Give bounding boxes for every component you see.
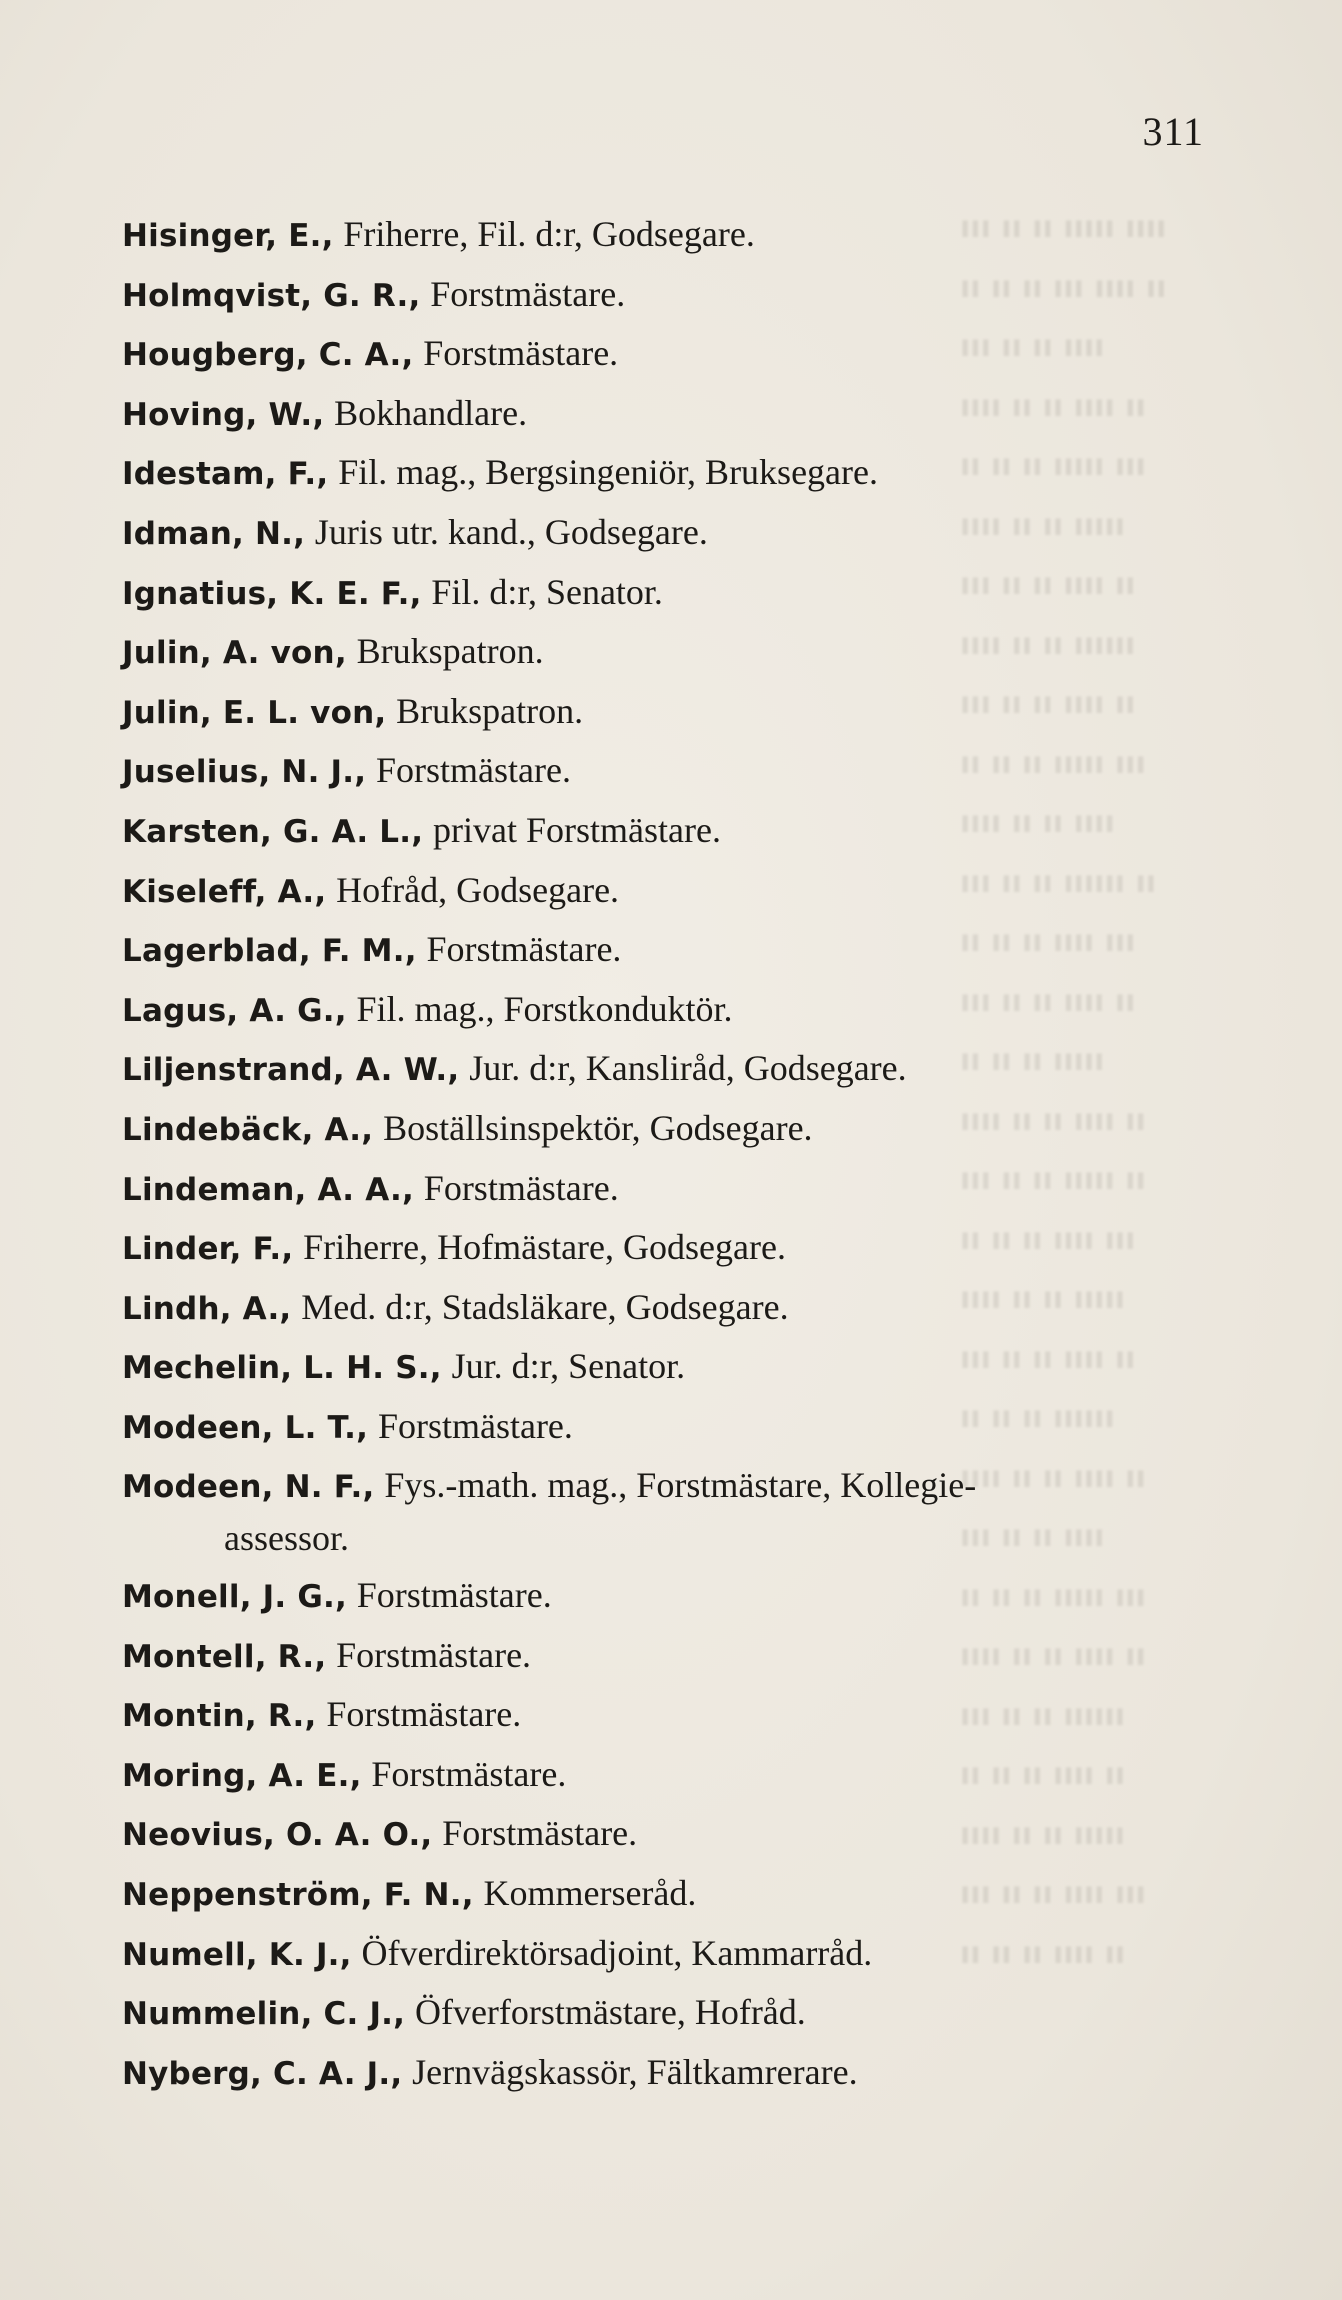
entry-title: Boställsinspektör, Godsegare. xyxy=(383,1107,813,1148)
list-item-continuation xyxy=(122,1516,1242,1566)
list-item: Lindebäck, A., Boställsinspektör, Godsegare. xyxy=(122,1107,813,1148)
entry-title: Hofråd, Godsegare. xyxy=(336,869,620,910)
entry-title: Fil. d:r, Senator. xyxy=(431,571,663,612)
entry-title: Juris utr. kand., Godsegare. xyxy=(314,511,708,552)
list-item: Kiseleff, A., Hofråd, Godsegare. xyxy=(122,869,620,910)
list-item: Hoving, W., Bokhandlare. xyxy=(122,392,528,433)
entry-name: Hougberg, C. A. xyxy=(122,337,402,374)
entry-title: Forstmästare. xyxy=(356,1575,552,1616)
list-item: Holmqvist, G. R., Forstmästare. xyxy=(122,273,626,314)
entry-name: Montin, R. xyxy=(122,1698,305,1735)
show-through-texture: ııı ıı ıı ııııı ıııı ıı ıı ıı ııı ıııı ıı ııı ıı ıı ıııı ıııı ıı ıı ıııı ıı ıı ıı ıı ııııı ııı ıııı ıı ıı ııııı ııı ıı ıı ıııı ıı ıııı ıı ıı ıııııı ııı ıı ıı ıııı ıı ıı ıı ıı ııııı ııı ıııı ıı ıı ıııı ııı ıı ıı ıııııı ıı ıı ıı ıı ıııı ııı ııı ıı ıı ıııı ıı ıı ıı ıı ııııı ıııı ıı ıı ıııı ıı ııı ıı ıı ııııı ıı ıı ıı ıı ıııı ııı ıııı ıı ıı ııııı ııı ıı ıı ıııı ıı ıı ıı ıı ıııııı ıııı ıı ıı ıııı ıı ııı ıı ıı ıııı ıı ıı ıı ııııı ııı ıııı ıı ıı ıııı ıı ııı ıı ıı ıııııı ıı ıı ıı ıııı ıı ıııı ıı ıı ııııı ııı ıı ıı ıııı ııı ıı ıı ıı ıııı ıı xyxy=(960,210,1167,1971)
list-item: Nummelin, C. J., Öfverforstmästare, Hofråd. xyxy=(122,1992,806,2033)
list-item: Juselius, N. J., Forstmästare. xyxy=(122,750,571,791)
list-item: Montin, R., Forstmästare. xyxy=(122,1694,522,1735)
list-item: Idestam, F., Fil. mag., Bergsingeniör, Bruksegare. xyxy=(122,452,878,493)
page-number: 311 xyxy=(1142,109,1204,154)
entry-title: privat Forstmästare. xyxy=(433,809,721,850)
list-item: Montell, R., Forstmästare. xyxy=(122,1634,532,1675)
entry-title: Med. d:r, Stadsläkare, Godsegare. xyxy=(301,1286,789,1327)
entry-name: Lagus, A. G. xyxy=(122,992,335,1029)
entry-title: Brukspatron. xyxy=(396,690,584,731)
entry-name: Modeen, N. F. xyxy=(122,1469,363,1506)
list-item: Lindeman, A. A., Forstmästare. xyxy=(122,1167,619,1208)
entry-name: Monell, J. G. xyxy=(122,1579,335,1616)
entry-title: Friherre, Fil. d:r, Godsegare. xyxy=(343,214,755,254)
entry-title: Jur. d:r, Senator. xyxy=(451,1346,686,1387)
list-item: Liljenstrand, A. W., Jur. d:r, Kansliråd, Godsegare. xyxy=(122,1048,907,1089)
entry-title: Brukspatron. xyxy=(356,631,544,672)
list-item: Hisinger, E., Friherre, Fil. d:r, Godsegare. xyxy=(122,214,755,254)
entry-title: Forstmästare. xyxy=(376,750,571,791)
entry-title: Jur. d:r, Kansliråd, Godsegare. xyxy=(469,1048,907,1089)
entry-title: Friherre, Hofmästare, Godsegare. xyxy=(303,1227,786,1268)
entry-name: Juselius, N. J. xyxy=(122,754,355,791)
entry-title: Fil. mag., Bergsingeniör, Bruksegare. xyxy=(338,452,878,493)
entry-name: Hoving, W. xyxy=(122,396,313,433)
entry-name: Modeen, L. T. xyxy=(122,1409,357,1446)
entry-title: Forstmästare. xyxy=(442,1813,638,1854)
list-item: Modeen, L. T., Forstmästare. xyxy=(122,1405,573,1446)
entry-name: Mechelin, L. H. S. xyxy=(122,1350,430,1387)
entry-name: Holmqvist, G. R. xyxy=(122,277,409,314)
entry-title: Forstmästare. xyxy=(423,1167,619,1208)
entry-name: Julin, A. von xyxy=(122,635,335,672)
entry-title: Fil. mag., Forstkonduktör. xyxy=(356,988,733,1029)
entry-name: Montell, R. xyxy=(122,1638,315,1675)
entry-name: Lagerblad, F. M. xyxy=(122,933,405,970)
list-item: Karsten, G. A. L., privat Forstmästare. xyxy=(122,809,721,850)
entry-name: Neppenström, F. N. xyxy=(122,1877,462,1914)
entry-continuation: assessor. xyxy=(224,1518,349,1559)
list-item: Linder, F., Friherre, Hofmästare, Godsegare. xyxy=(122,1227,786,1268)
list-item: Modeen, N. F., Fys.-math. mag., Forstmästare, Kollegie- xyxy=(122,1465,977,1506)
list-item: Neppenström, F. N., Kommerseråd. xyxy=(122,1873,697,1914)
list-item: Moring, A. E., Forstmästare. xyxy=(122,1753,567,1794)
entry-title: Forstmästare. xyxy=(326,1694,522,1735)
entry-title: Forstmästare. xyxy=(371,1753,567,1794)
list-item: Lindh, A., Med. d:r, Stadsläkare, Godsegare. xyxy=(122,1286,789,1327)
entry-name: Ignatius, K. E. F. xyxy=(122,575,410,612)
entry-name: Neovius, O. A. O. xyxy=(122,1817,421,1854)
list-item: Mechelin, L. H. S., Jur. d:r, Senator. xyxy=(122,1346,686,1387)
list-item: Lagerblad, F. M., Forstmästare. xyxy=(122,929,622,970)
entry-name: Lindeman, A. A. xyxy=(122,1171,403,1208)
entry-name: Idestam, F. xyxy=(122,456,317,493)
list-item: Julin, A. von, Brukspatron. xyxy=(122,631,544,672)
entry-name: Kiseleff, A. xyxy=(122,873,315,910)
list-item: Neovius, O. A. O., Forstmästare. xyxy=(122,1813,638,1854)
list-item: Monell, J. G., Forstmästare. xyxy=(122,1575,552,1616)
entry-name: Lindebäck, A. xyxy=(122,1111,362,1148)
list-item: Nyberg, C. A. J., Jernvägskassör, Fältkamrerare. xyxy=(122,2051,858,2092)
entry-title: Forstmästare. xyxy=(377,1405,573,1446)
entry-name: Liljenstrand, A. W. xyxy=(122,1052,448,1089)
list-item: Lagus, A. G., Fil. mag., Forstkonduktör. xyxy=(122,988,733,1029)
entry-title: Fys.-math. mag., Forstmästare, Kollegie- xyxy=(384,1465,977,1506)
entry-name: Nummelin, C. J. xyxy=(122,1996,394,2033)
entry-title: Öfverdirektörsadjoint, Kammarråd. xyxy=(361,1932,873,1973)
entry-title: Forstmästare. xyxy=(430,273,626,314)
entry-name: Moring, A. E. xyxy=(122,1757,350,1794)
entry-title: Bokhandlare. xyxy=(334,392,528,433)
entry-name: Numell, K. J. xyxy=(122,1936,340,1973)
list-item: Hougberg, C. A., Forstmästare. xyxy=(122,333,619,374)
list-item: Ignatius, K. E. F., Fil. d:r, Senator. xyxy=(122,571,663,612)
entry-name: Nyberg, C. A. J. xyxy=(122,2055,391,2092)
entry-name: Hisinger, E. xyxy=(122,218,322,254)
entry-title: Forstmästare. xyxy=(336,1634,532,1675)
entry-title: Öfverforstmästare, Hofråd. xyxy=(414,1992,806,2033)
entry-title: Forstmästare. xyxy=(426,929,622,970)
entry-title: Jernvägskassör, Fältkamrerare. xyxy=(412,2051,858,2092)
list-item: Idman, N., Juris utr. kand., Godsegare. xyxy=(122,511,708,552)
entry-name: Lindh, A. xyxy=(122,1290,280,1327)
register-list xyxy=(122,205,1242,2102)
entry-title: Kommerseråd. xyxy=(483,1873,697,1914)
entry-name: Idman, N. xyxy=(122,515,294,552)
list-item: Julin, E. L. von, Brukspatron. xyxy=(122,690,584,731)
entry-name: Linder, F. xyxy=(122,1231,282,1268)
entry-title: Forstmästare. xyxy=(423,333,619,374)
entry-name: Julin, E. L. von xyxy=(122,694,375,731)
list-item: Numell, K. J., Öfverdirektörsadjoint, Kammarråd. xyxy=(122,1932,873,1973)
entry-name: Karsten, G. A. L. xyxy=(122,813,412,850)
